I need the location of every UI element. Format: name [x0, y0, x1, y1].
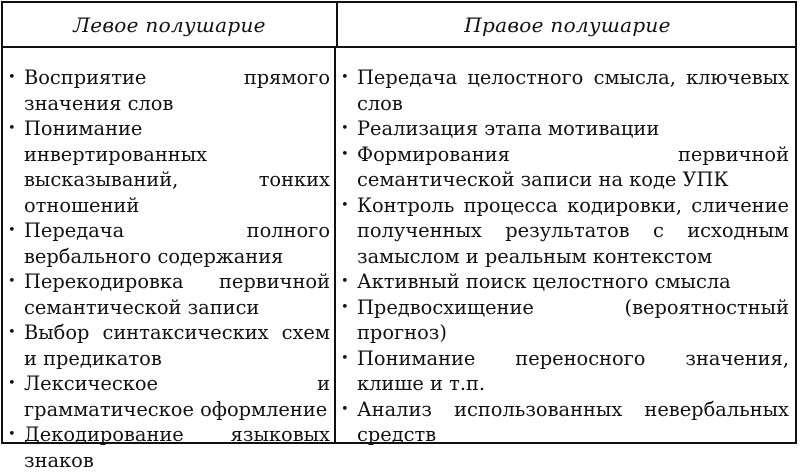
- bullet-icon: •: [341, 121, 349, 136]
- right-hemisphere-item: [341, 295, 789, 346]
- left-hemisphere-item: [8, 320, 330, 371]
- left-hemisphere-item: [8, 65, 330, 116]
- right-hemisphere-item: [341, 142, 789, 193]
- bullet-icon: •: [341, 146, 349, 162]
- bullet-icon: •: [8, 223, 16, 238]
- left-hemisphere-item-text: Передача полного вербального содержания: [24, 219, 330, 268]
- right-hemisphere-item-text: Контроль процесса кодировки, сличение полученных результатов с исходным замыслом и реальным контекстом: [357, 193, 789, 268]
- left-hemisphere-item-text: Перекодировка первичной семантической записи: [24, 270, 330, 319]
- bullet-icon: •: [8, 121, 16, 136]
- bullet-icon: •: [8, 427, 16, 442]
- left-hemisphere-item-text: Выбор синтаксических схем и предикатов: [24, 321, 330, 370]
- right-hemisphere-item-text: Реализация этапа мотивации: [357, 117, 660, 140]
- right-hemisphere-item: [341, 346, 789, 397]
- table-header-row: [3, 3, 795, 48]
- left-hemisphere-item: [8, 422, 330, 473]
- right-hemisphere-item-text: Активный поиск целостного смысла: [357, 270, 731, 293]
- table-body-row: [3, 48, 795, 472]
- left-hemisphere-item-text: Понимание инвертированных высказываний, тонких отношений: [24, 117, 330, 217]
- bullet-icon: •: [341, 401, 349, 417]
- bullet-icon: •: [8, 325, 16, 340]
- right-hemisphere-item: [341, 397, 789, 448]
- left-hemisphere-item: [8, 269, 330, 320]
- bullet-icon: •: [341, 350, 349, 366]
- bullet-icon: •: [341, 70, 349, 85]
- right-hemisphere-item: [341, 65, 789, 116]
- right-hemisphere-item: [341, 116, 789, 142]
- bullet-icon: •: [341, 274, 349, 289]
- header-left-hemisphere: Левое полушарие: [3, 3, 338, 46]
- hemisphere-table: [1, 1, 797, 472]
- left-hemisphere-item: [8, 371, 330, 422]
- left-hemisphere-item-text: Восприятие прямого значения слов: [24, 66, 330, 115]
- right-hemisphere-item-text: Формирования первичной семантической записи на коде УПК: [357, 142, 789, 191]
- right-hemisphere-item-text: Предвосхищение (вероятностный прогноз): [357, 295, 789, 344]
- bullet-icon: •: [8, 274, 16, 289]
- left-hemisphere-column: [3, 48, 336, 472]
- left-hemisphere-item-text: Декодирование языковых знаков: [24, 423, 330, 472]
- right-hemisphere-item-text: Передача целостного смысла, ключевых слов: [357, 66, 789, 115]
- right-hemisphere-item-text: Анализ использованных невербальных средств: [357, 397, 789, 446]
- right-hemisphere-item: [341, 269, 789, 295]
- bullet-icon: •: [341, 299, 349, 315]
- bullet-icon: •: [341, 197, 349, 213]
- bullet-icon: •: [8, 70, 16, 85]
- left-hemisphere-item: [8, 116, 330, 218]
- left-hemisphere-item-text: Лексическое и грамматическое оформление: [24, 372, 330, 421]
- right-hemisphere-column: [336, 48, 795, 444]
- bullet-icon: •: [8, 376, 16, 391]
- right-hemisphere-item: [341, 193, 789, 270]
- right-hemisphere-item-text: Понимание переносного значения, клише и т.п.: [357, 346, 789, 395]
- left-hemisphere-item: [8, 218, 330, 269]
- header-right-hemisphere: Правое полушарие: [464, 12, 671, 37]
